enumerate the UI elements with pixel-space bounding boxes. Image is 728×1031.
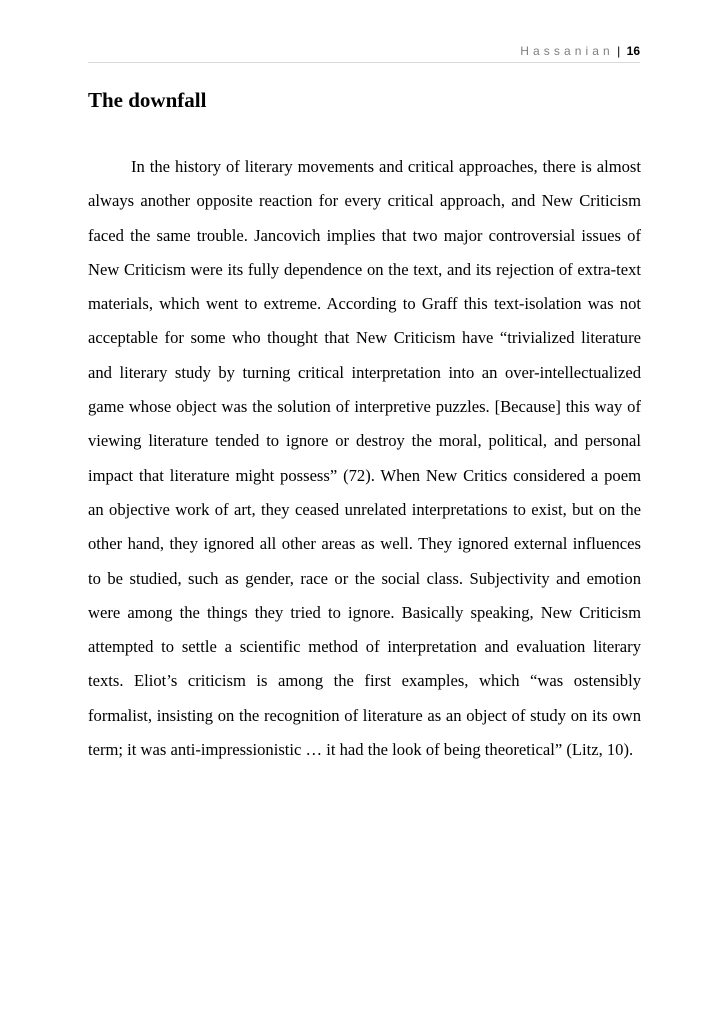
section-title: The downfall [88, 88, 207, 112]
header-separator: | [617, 44, 621, 58]
page-number: 16 [626, 44, 640, 58]
header-rule [88, 62, 640, 63]
header-author: Hassanian [520, 44, 614, 58]
running-header [520, 44, 640, 58]
body-paragraph: In the history of literary movements and critical approaches, there is almost always another opposite reaction for every critical approach, and New Criticism faced the same trouble. Jancovich implies that two major controversial issues of New Criticism were its fully dependence on the text, and its rejection of extra-text materials, which went to extreme. According to Graff this text-isolation was not acceptable for some who thought that New Criticism have “trivialized literature and literary study by turning critical interpretation into an over-intellectualized game whose object was the solution of interpretive puzzles. [Because] this way of viewing literature tended to ignore or destroy the moral, political, and personal impact that literature might possess” (72). When New Critics considered a poem an objective work of art, they ceased unrelated interpretations to exist, but on the other hand, they ignored all other areas as well. They ignored external influences to be studied, such as gender, race or the social class. Subjectivity and emotion were among the things they tried to ignore. Basically speaking, New Criticism attempted to settle a scientific method of interpretation and evaluation literary texts. Eliot’s criticism is among the first examples, which “was ostensibly formalist, insisting on the recognition of literature as an object of study on its own term; it was anti-impressionistic … it had the look of being theoretical” (Litz, 10). [88, 157, 641, 760]
